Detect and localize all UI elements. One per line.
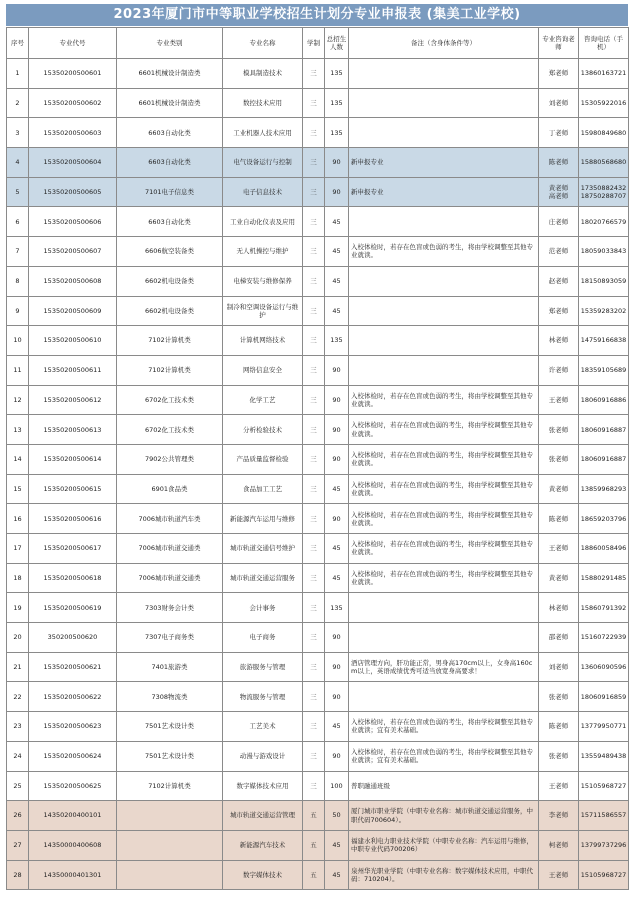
table-row (7, 88, 629, 118)
header-phone: 咨询电话（手机） (579, 28, 629, 59)
cell-code: 15350200500624 (29, 741, 117, 771)
table-row (7, 148, 629, 178)
cell-category: 6603自动化类 (117, 118, 223, 148)
cell-seq: 7 (7, 237, 29, 267)
cell-category: 6603自动化类 (117, 207, 223, 237)
page-title: 2023年厦门市中等职业学校招生计划分专业申报表 (集美工业学校) (6, 4, 628, 26)
cell-code: 14350000401301 (29, 860, 117, 890)
cell-years: 三 (303, 712, 325, 742)
cell-seq: 13 (7, 415, 29, 445)
table-row (7, 177, 629, 207)
table-row (7, 741, 629, 771)
cell-total: 90 (325, 652, 349, 682)
cell-note: 入校体检时，若存在色盲或色弱的考生，将由学校调整至其他专业就读。 (349, 415, 539, 445)
cell-seq: 27 (7, 830, 29, 860)
cell-seq: 23 (7, 712, 29, 742)
cell-category: 7006城市轨道交通类 (117, 563, 223, 593)
cell-code: 15350200500611 (29, 355, 117, 385)
cell-code: 15350200500616 (29, 504, 117, 534)
cell-total: 45 (325, 237, 349, 267)
cell-phone: 18060916886 (579, 385, 629, 415)
cell-category: 6603自动化类 (117, 148, 223, 178)
cell-name: 制冷和空调设备运行与维护 (223, 296, 303, 326)
cell-category: 6602机电设备类 (117, 296, 223, 326)
table-row (7, 207, 629, 237)
cell-total: 135 (325, 59, 349, 89)
cell-code: 15350200500623 (29, 712, 117, 742)
table-row (7, 355, 629, 385)
table-row (7, 504, 629, 534)
cell-seq: 3 (7, 118, 29, 148)
cell-code: 15350200500614 (29, 444, 117, 474)
cell-years: 三 (303, 623, 325, 653)
header-seq: 序号 (7, 28, 29, 59)
cell-category: 7501艺术设计类 (117, 712, 223, 742)
cell-category: 7303财务会计类 (117, 593, 223, 623)
cell-category (117, 860, 223, 890)
cell-teacher: 许老师 (539, 355, 579, 385)
cell-phone: 18860058496 (579, 534, 629, 564)
cell-category: 7102计算机类 (117, 771, 223, 801)
cell-years: 三 (303, 534, 325, 564)
cell-total: 45 (325, 266, 349, 296)
cell-name: 产品质量监督检验 (223, 444, 303, 474)
cell-category: 7006城市轨道汽车类 (117, 504, 223, 534)
cell-seq: 10 (7, 326, 29, 356)
cell-teacher: 刘老师 (539, 652, 579, 682)
cell-seq: 14 (7, 444, 29, 474)
cell-phone: 15880568680 (579, 148, 629, 178)
cell-code: 15350200500617 (29, 534, 117, 564)
cell-phone: 15980849680 (579, 118, 629, 148)
table-row (7, 237, 629, 267)
cell-note (349, 59, 539, 89)
cell-seq: 4 (7, 148, 29, 178)
cell-code: 15350200500603 (29, 118, 117, 148)
cell-seq: 21 (7, 652, 29, 682)
cell-phone: 15359283202 (579, 296, 629, 326)
cell-years: 三 (303, 59, 325, 89)
cell-code: 15350200500610 (29, 326, 117, 356)
table-row (7, 830, 629, 860)
cell-note: 入校体检时，若存在色盲或色弱的考生，将由学校调整至其他专业就读。 (349, 504, 539, 534)
cell-note (349, 88, 539, 118)
cell-name: 数控技术应用 (223, 88, 303, 118)
cell-code: 15350200500602 (29, 88, 117, 118)
cell-code: 15350200500615 (29, 474, 117, 504)
cell-code: 15350200500618 (29, 563, 117, 593)
cell-total: 90 (325, 177, 349, 207)
cell-name: 城市轨道交通信号维护 (223, 534, 303, 564)
cell-seq: 6 (7, 207, 29, 237)
cell-total: 90 (325, 355, 349, 385)
cell-name: 物流服务与管理 (223, 682, 303, 712)
cell-total: 45 (325, 712, 349, 742)
cell-phone: 18659203796 (579, 504, 629, 534)
cell-years: 三 (303, 444, 325, 474)
cell-name: 城市轨道交通运营服务 (223, 563, 303, 593)
table-row (7, 385, 629, 415)
cell-name: 数字媒体技术 (223, 860, 303, 890)
cell-phone: 18060916887 (579, 444, 629, 474)
cell-note: 福建水利电力职业技术学院（中职专业名称：汽车运用与维修，中职专业代码700206） (349, 830, 539, 860)
cell-years: 三 (303, 741, 325, 771)
cell-seq: 1 (7, 59, 29, 89)
cell-category (117, 801, 223, 831)
cell-note (349, 326, 539, 356)
cell-teacher: 林老师 (539, 593, 579, 623)
cell-phone: 18150893059 (579, 266, 629, 296)
cell-note: 入校体检时，若存在色盲或色弱的考生，将由学校调整至其他专业就读。 (349, 444, 539, 474)
cell-name: 旅游服务与管理 (223, 652, 303, 682)
cell-total: 45 (325, 296, 349, 326)
cell-name: 动漫与游戏设计 (223, 741, 303, 771)
cell-phone: 15711586557 (579, 801, 629, 831)
cell-total: 90 (325, 741, 349, 771)
cell-phone: 18359105689 (579, 355, 629, 385)
cell-code: 15350200500609 (29, 296, 117, 326)
cell-total: 135 (325, 88, 349, 118)
cell-code: 15350200500606 (29, 207, 117, 237)
cell-seq: 11 (7, 355, 29, 385)
cell-seq: 24 (7, 741, 29, 771)
cell-name: 食品加工工艺 (223, 474, 303, 504)
cell-phone: 13799737296 (579, 830, 629, 860)
cell-note (349, 682, 539, 712)
cell-seq: 5 (7, 177, 29, 207)
cell-phone: 13559489438 (579, 741, 629, 771)
cell-seq: 22 (7, 682, 29, 712)
cell-note (349, 355, 539, 385)
cell-name: 无人机操控与维护 (223, 237, 303, 267)
cell-note (349, 623, 539, 653)
cell-teacher: 张老师 (539, 741, 579, 771)
table-row (7, 474, 629, 504)
table-row (7, 118, 629, 148)
cell-code: 15350200500607 (29, 237, 117, 267)
cell-note: 新申报专业 (349, 177, 539, 207)
header-name: 专业名称 (223, 28, 303, 59)
cell-teacher: 黄老师 (539, 474, 579, 504)
cell-seq: 18 (7, 563, 29, 593)
cell-total: 45 (325, 563, 349, 593)
cell-code: 15350200500619 (29, 593, 117, 623)
cell-phone: 15860791392 (579, 593, 629, 623)
cell-name: 电子信息技术 (223, 177, 303, 207)
cell-note: 酒店管理方向，肝功能正常，男身高170cm以上，女身高160cm以上，英语成绩优秀可适当放宽身高要求！ (349, 652, 539, 682)
cell-category: 6901食品类 (117, 474, 223, 504)
cell-phone: 15105968727 (579, 771, 629, 801)
cell-name: 工业机器人技术应用 (223, 118, 303, 148)
cell-name: 会计事务 (223, 593, 303, 623)
table-row (7, 860, 629, 890)
cell-years: 三 (303, 207, 325, 237)
cell-note: 泉州华光职业学院（中职专业名称：数字媒体技术应用，中职代码：710204）。 (349, 860, 539, 890)
cell-phone: 13859968293 (579, 474, 629, 504)
cell-code: 14350000400608 (29, 830, 117, 860)
cell-note: 入校体检时，若存在色盲或色弱的考生，将由学校调整至其他专业就读。 (349, 385, 539, 415)
cell-code: 15350200500605 (29, 177, 117, 207)
cell-phone: 15880291485 (579, 563, 629, 593)
table-row (7, 296, 629, 326)
cell-teacher: 林老师 (539, 326, 579, 356)
cell-category: 7101电子信息类 (117, 177, 223, 207)
table-row (7, 801, 629, 831)
cell-years: 三 (303, 385, 325, 415)
table-row (7, 444, 629, 474)
cell-phone: 13860163721 (579, 59, 629, 89)
cell-code: 15350200500625 (29, 771, 117, 801)
cell-code: 350200500620 (29, 623, 117, 653)
cell-note: 入校体检时，若存在色盲或色弱的考生，将由学校调整至其他专业就读；宜有美术基础。 (349, 712, 539, 742)
cell-category: 6702化工技术类 (117, 385, 223, 415)
cell-name: 数字媒体技术应用 (223, 771, 303, 801)
cell-teacher: 王老师 (539, 860, 579, 890)
cell-total: 135 (325, 593, 349, 623)
cell-note (349, 266, 539, 296)
cell-category: 7401旅游类 (117, 652, 223, 682)
cell-code: 15350200500601 (29, 59, 117, 89)
table-row (7, 415, 629, 445)
cell-name: 电气设备运行与控制 (223, 148, 303, 178)
cell-code: 15350200500608 (29, 266, 117, 296)
cell-note: 入校体检时，若存在色盲或色弱的考生，将由学校调整至其他专业就读。 (349, 474, 539, 504)
cell-category: 6606航空装备类 (117, 237, 223, 267)
header-note: 备注（含身体条件等） (349, 28, 539, 59)
cell-years: 三 (303, 415, 325, 445)
cell-years: 三 (303, 118, 325, 148)
table-row (7, 563, 629, 593)
cell-phone: 13779950771 (579, 712, 629, 742)
cell-years: 五 (303, 830, 325, 860)
cell-category: 6602机电设备类 (117, 266, 223, 296)
cell-note: 入校体检时，若存在色盲或色弱的考生，将由学校调整至其他专业就读。 (349, 534, 539, 564)
cell-total: 90 (325, 682, 349, 712)
cell-total: 90 (325, 385, 349, 415)
cell-seq: 19 (7, 593, 29, 623)
cell-name: 城市轨道交通运营管理 (223, 801, 303, 831)
cell-teacher: 庄老师 (539, 207, 579, 237)
cell-years: 五 (303, 801, 325, 831)
cell-years: 三 (303, 237, 325, 267)
cell-category: 7307电子商务类 (117, 623, 223, 653)
cell-total: 90 (325, 148, 349, 178)
cell-category: 6601机械设计制造类 (117, 59, 223, 89)
cell-phone: 18060916859 (579, 682, 629, 712)
cell-seq: 9 (7, 296, 29, 326)
table-row (7, 266, 629, 296)
cell-years: 三 (303, 266, 325, 296)
cell-note (349, 593, 539, 623)
cell-category (117, 830, 223, 860)
cell-code: 14350200400101 (29, 801, 117, 831)
cell-seq: 26 (7, 801, 29, 831)
cell-teacher: 王老师 (539, 385, 579, 415)
header-code: 专业代号 (29, 28, 117, 59)
cell-name: 分析检验技术 (223, 415, 303, 445)
cell-note (349, 207, 539, 237)
cell-category: 7308物流类 (117, 682, 223, 712)
enrollment-table (6, 27, 629, 890)
cell-teacher: 柯老师 (539, 830, 579, 860)
cell-teacher: 陈老师 (539, 712, 579, 742)
cell-phone: 15305922016 (579, 88, 629, 118)
cell-note: 入校体检时，若存在色盲或色弱的考生，将由学校调整至其他专业就读。 (349, 563, 539, 593)
cell-category: 6601机械设计制造类 (117, 88, 223, 118)
cell-total: 100 (325, 771, 349, 801)
cell-name: 电子商务 (223, 623, 303, 653)
table-row (7, 534, 629, 564)
cell-seq: 2 (7, 88, 29, 118)
cell-years: 三 (303, 148, 325, 178)
cell-teacher: 王老师 (539, 534, 579, 564)
cell-years: 三 (303, 355, 325, 385)
cell-note: 入校体检时，若存在色盲或色弱的考生，将由学校调整至其他专业就读；宜有美术基础。 (349, 741, 539, 771)
cell-teacher: 邵老师 (539, 623, 579, 653)
cell-category: 7006城市轨道交通类 (117, 534, 223, 564)
cell-total: 45 (325, 860, 349, 890)
cell-code: 15350200500604 (29, 148, 117, 178)
cell-category: 7902公共管理类 (117, 444, 223, 474)
cell-teacher: 张老师 (539, 444, 579, 474)
cell-teacher: 赵老师 (539, 266, 579, 296)
cell-phone: 13606090596 (579, 652, 629, 682)
cell-seq: 20 (7, 623, 29, 653)
cell-teacher: 陈老师 (539, 148, 579, 178)
cell-seq: 17 (7, 534, 29, 564)
cell-seq: 8 (7, 266, 29, 296)
cell-note: 入校体检时，若存在色盲或色弱的考生，将由学校调整至其他专业就读。 (349, 237, 539, 267)
cell-phone: 15105968727 (579, 860, 629, 890)
cell-total: 45 (325, 830, 349, 860)
cell-total: 50 (325, 801, 349, 831)
cell-code: 15350200500622 (29, 682, 117, 712)
cell-teacher: 范老师 (539, 237, 579, 267)
cell-note (349, 118, 539, 148)
cell-teacher: 刘老师 (539, 88, 579, 118)
cell-name: 电梯安装与维修保养 (223, 266, 303, 296)
cell-note: 新申报专业 (349, 148, 539, 178)
table-row (7, 326, 629, 356)
cell-name: 新能源汽车技术 (223, 830, 303, 860)
cell-teacher: 张老师 (539, 415, 579, 445)
cell-years: 三 (303, 474, 325, 504)
cell-category: 7501艺术设计类 (117, 741, 223, 771)
cell-years: 三 (303, 593, 325, 623)
cell-name: 工业自动化仪表及应用 (223, 207, 303, 237)
cell-note: 普职融通班级 (349, 771, 539, 801)
cell-teacher: 郑老师 (539, 59, 579, 89)
cell-seq: 12 (7, 385, 29, 415)
cell-code: 15350200500621 (29, 652, 117, 682)
table-row (7, 771, 629, 801)
cell-category: 7102计算机类 (117, 326, 223, 356)
cell-total: 90 (325, 444, 349, 474)
cell-code: 15350200500613 (29, 415, 117, 445)
cell-teacher: 陈老师 (539, 504, 579, 534)
cell-years: 三 (303, 563, 325, 593)
cell-years: 三 (303, 504, 325, 534)
cell-name: 计算机网络技术 (223, 326, 303, 356)
cell-seq: 28 (7, 860, 29, 890)
cell-phone: 18060916887 (579, 415, 629, 445)
cell-total: 90 (325, 415, 349, 445)
table-row (7, 652, 629, 682)
cell-total: 90 (325, 504, 349, 534)
cell-years: 三 (303, 682, 325, 712)
cell-name: 工艺美术 (223, 712, 303, 742)
header-category: 专业类别 (117, 28, 223, 59)
cell-category: 7102计算机类 (117, 355, 223, 385)
table-header (7, 28, 629, 59)
cell-total: 45 (325, 207, 349, 237)
cell-teacher: 王老师 (539, 771, 579, 801)
cell-phone: 17350882432 18750288707 (579, 177, 629, 207)
cell-total: 135 (325, 118, 349, 148)
table-row (7, 623, 629, 653)
cell-teacher: 李老师 (539, 801, 579, 831)
table-row (7, 682, 629, 712)
cell-phone: 18020766579 (579, 207, 629, 237)
cell-seq: 16 (7, 504, 29, 534)
cell-years: 三 (303, 652, 325, 682)
cell-category: 6702化工技术类 (117, 415, 223, 445)
header-years: 学制 (303, 28, 325, 59)
table-row (7, 712, 629, 742)
cell-total: 45 (325, 474, 349, 504)
table-row (7, 593, 629, 623)
cell-name: 模具制造技术 (223, 59, 303, 89)
header-total: 总招生人数 (325, 28, 349, 59)
cell-teacher: 黄老师 (539, 563, 579, 593)
cell-note: 厦门城市职业学院（中职专业名称：城市轨道交通运营服务，中职代码700604）。 (349, 801, 539, 831)
cell-name: 网络信息安全 (223, 355, 303, 385)
table-row (7, 59, 629, 89)
cell-seq: 15 (7, 474, 29, 504)
cell-teacher: 郑老师 (539, 296, 579, 326)
cell-total: 45 (325, 534, 349, 564)
cell-years: 三 (303, 771, 325, 801)
cell-years: 三 (303, 177, 325, 207)
cell-years: 三 (303, 326, 325, 356)
cell-name: 化学工艺 (223, 385, 303, 415)
cell-years: 三 (303, 88, 325, 118)
cell-total: 90 (325, 623, 349, 653)
cell-name: 新能源汽车运用与维修 (223, 504, 303, 534)
cell-years: 五 (303, 860, 325, 890)
cell-phone: 15160722939 (579, 623, 629, 653)
cell-phone: 14759166838 (579, 326, 629, 356)
cell-teacher: 张老师 (539, 682, 579, 712)
cell-seq: 25 (7, 771, 29, 801)
cell-code: 15350200500612 (29, 385, 117, 415)
cell-total: 135 (325, 326, 349, 356)
cell-teacher: 丁老师 (539, 118, 579, 148)
cell-years: 三 (303, 296, 325, 326)
cell-phone: 18059033843 (579, 237, 629, 267)
cell-note (349, 296, 539, 326)
cell-teacher: 黄老师 高老师 (539, 177, 579, 207)
header-teacher: 专业咨询老师 (539, 28, 579, 59)
